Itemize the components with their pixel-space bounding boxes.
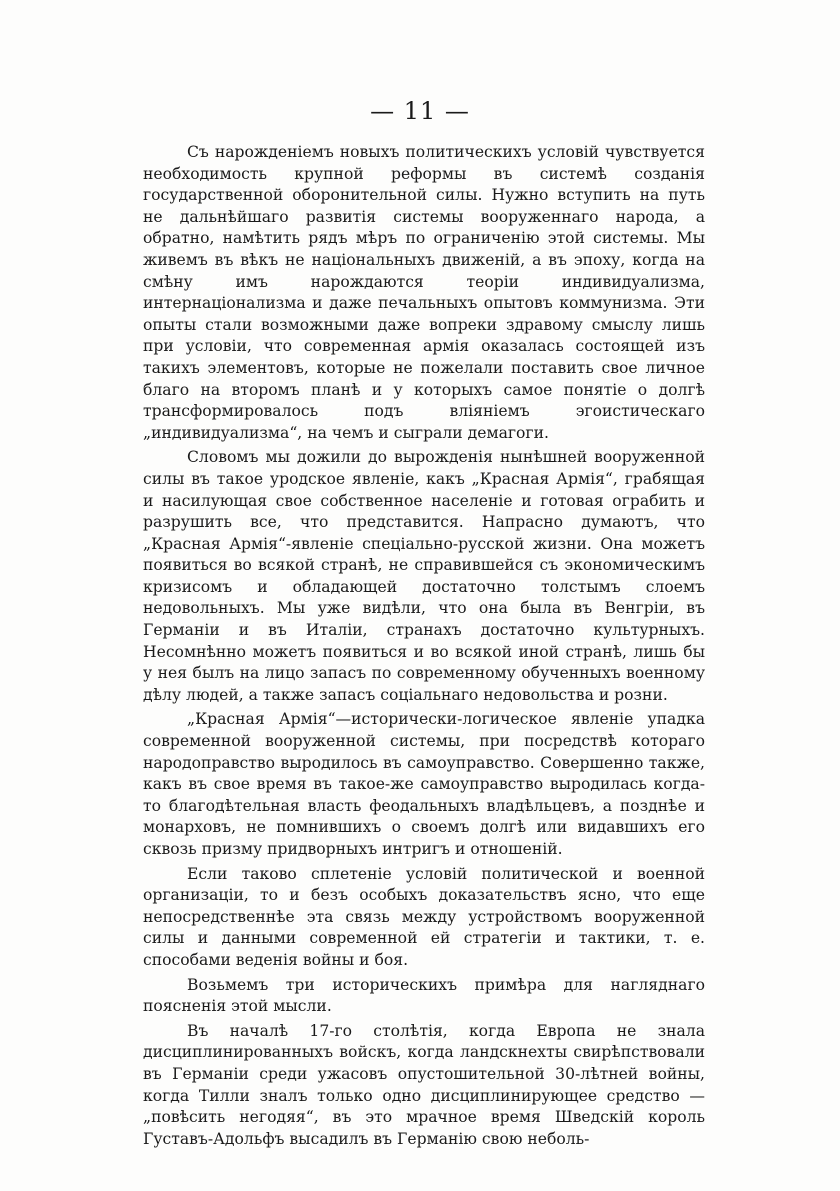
- paragraph-2: Словомъ мы дожили до вырожденія нынѣшней вооруженной силы въ такое уродское явленіе, какъ „Красная Армія“, грабящая и насилующая свое собственное населеніе и готовая ограбить и разрушить все, что представится. Напрасно думаютъ, что „Красная Армія“-явленіе спеціально-русской жизни. Она можетъ появиться во всякой странѣ, не справившейся съ экономическимъ кризисомъ и обладающей достаточно толстымъ слоемъ недовольныхъ. Мы уже видѣли, что она была въ Венгріи, въ Германіи и въ Италіи, странахъ достаточно культурныхъ. Несомнѣнно можетъ появиться и во всякой иной странѣ, лишь бы у нея былъ на лицо запасъ по современному обученныхъ военному дѣлу людей, а также запасъ соціальнаго недовольства и розни.: [143, 448, 705, 704]
- paragraph-3: „Красная Армія“—исторически-логическое явленіе упадка современной вооруженной системы, при посредствѣ котораго народоправство выродилось въ самоуправство. Совершенно также, какъ въ свое время въ такое-же самоуправство выродилась когда-то благодѣтельная власть феодальныхъ владѣльцевъ, а позднѣе и монарховъ, не помнившихъ о своемъ долгѣ или видавшихъ его сквозь призму придворныхъ интригъ и отношеній.: [143, 710, 705, 858]
- page-number: — 11 —: [370, 97, 470, 125]
- paragraph-1: Съ нарожденіемъ новыхъ политическихъ условій чувствуется необходимость крупной реформы въ системѣ созданія государственной оборонительной силы. Нужно вступить на путь не дальнѣйшаго развитія системы вооруженнаго народа, а обратно, намѣтить рядъ мѣръ по ограниченію этой системы. Мы живемъ въ вѣкъ не національныхъ движеній, а въ эпоху, когда на смѣну имъ нарождаются теоріи индивидуализма, интернаціонализма и даже печальныхъ опытовъ коммунизма. Эти опыты стали возможными даже вопреки здравому смыслу лишь при условіи, что современная армія оказалась состоящей изъ такихъ элементовъ, которые не пожелали поставить свое личное благо на второмъ планѣ и у которыхъ самое понятіе о долгѣ трансформировалось подъ вліяніемъ эгоистическаго „индивидуализма“, на чемъ и сыграли демагоги.: [143, 143, 705, 442]
- paragraph-4: Если таково сплетеніе условій политической и военной организаціи, то и безъ особыхъ доказательствъ ясно, что еще непосредственнѣе эта связь между устройствомъ вооруженной силы и данными современной ей стратегіи и тактики, т. е. способами веденія войны и боя.: [143, 864, 705, 969]
- paragraph-6: Въ началѣ 17-го столѣтія, когда Европа не знала дисциплинированныхъ войскъ, когда ландскнехты свирѣпствовали въ Германіи среди ужасовъ опустошительной 30-лѣтней войны, когда Тилли зналъ только одно дисциплинирующее средство —„повѣсить негодяя“, въ это мрачное время Шведскій король Густавъ-Адольфъ высадилъ въ Германію свою неболь-: [143, 1021, 705, 1148]
- paragraph-5: Возьмемъ три историческихъ примѣра для нагляднаго поясненія этой мысли.: [143, 975, 705, 1016]
- body-text: [143, 142, 705, 1153]
